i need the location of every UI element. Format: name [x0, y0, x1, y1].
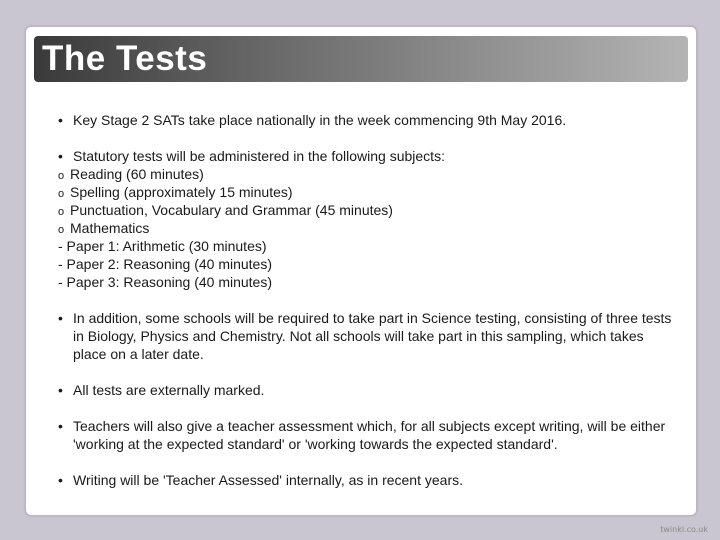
bullet-text: In addition, some schools will be required to take part in Science testing, consisting of three tests in Biology, Physics and Chemistry. Not all schools will take part in this sampling, which takes place on a later date.	[73, 310, 672, 362]
bullet-text: Teachers will also give a teacher assessment which, for all subjects except writing, will be either 'working at the expected standard' or 'working towards the expected standard'.	[73, 418, 666, 452]
paper-item: - Paper 1: Arithmetic (30 minutes)	[58, 238, 267, 254]
bullet-marker: •	[58, 148, 63, 164]
bullet-item	[58, 471, 678, 489]
subject-item	[58, 183, 678, 201]
subject-item	[58, 219, 678, 237]
bullet-text: Key Stage 2 SATs take place nationally in the week commencing 9th May 2016.	[73, 112, 567, 128]
bullet-text: Statutory tests will be administered in the following subjects:	[73, 148, 445, 164]
slide-content	[58, 111, 678, 489]
sub-marker: o	[58, 206, 65, 218]
bullet-item	[58, 417, 678, 453]
subject-text: Punctuation, Vocabulary and Grammar (45 minutes)	[70, 202, 393, 218]
bullet-marker: •	[58, 112, 63, 128]
subject-text: Reading (60 minutes)	[70, 166, 204, 182]
bullet-item	[58, 381, 678, 399]
watermark: twinkl.co.uk	[660, 525, 708, 534]
paper-item: - Paper 2: Reasoning (40 minutes)	[58, 256, 272, 272]
bullet-item	[58, 309, 678, 363]
subject-text: Spelling (approximately 15 minutes)	[70, 184, 293, 200]
sub-marker: o	[58, 224, 65, 236]
bullet-marker: •	[58, 382, 63, 398]
paper-item: - Paper 3: Reasoning (40 minutes)	[58, 274, 272, 290]
slide-title: The Tests	[42, 39, 208, 78]
subject-item	[58, 201, 678, 219]
subject-text: Mathematics	[70, 220, 150, 236]
subject-item	[58, 165, 678, 183]
bullet-item	[58, 147, 678, 165]
bullet-item	[58, 111, 678, 129]
sub-marker: o	[58, 170, 65, 182]
bullet-text: All tests are externally marked.	[73, 382, 265, 398]
sub-marker: o	[58, 188, 65, 200]
bullet-marker: •	[58, 310, 63, 326]
bullet-marker: •	[58, 472, 63, 488]
title-bar	[34, 36, 688, 82]
slide	[25, 26, 697, 516]
bullet-marker: •	[58, 418, 63, 434]
bullet-text: Writing will be 'Teacher Assessed' internally, as in recent years.	[73, 472, 463, 488]
